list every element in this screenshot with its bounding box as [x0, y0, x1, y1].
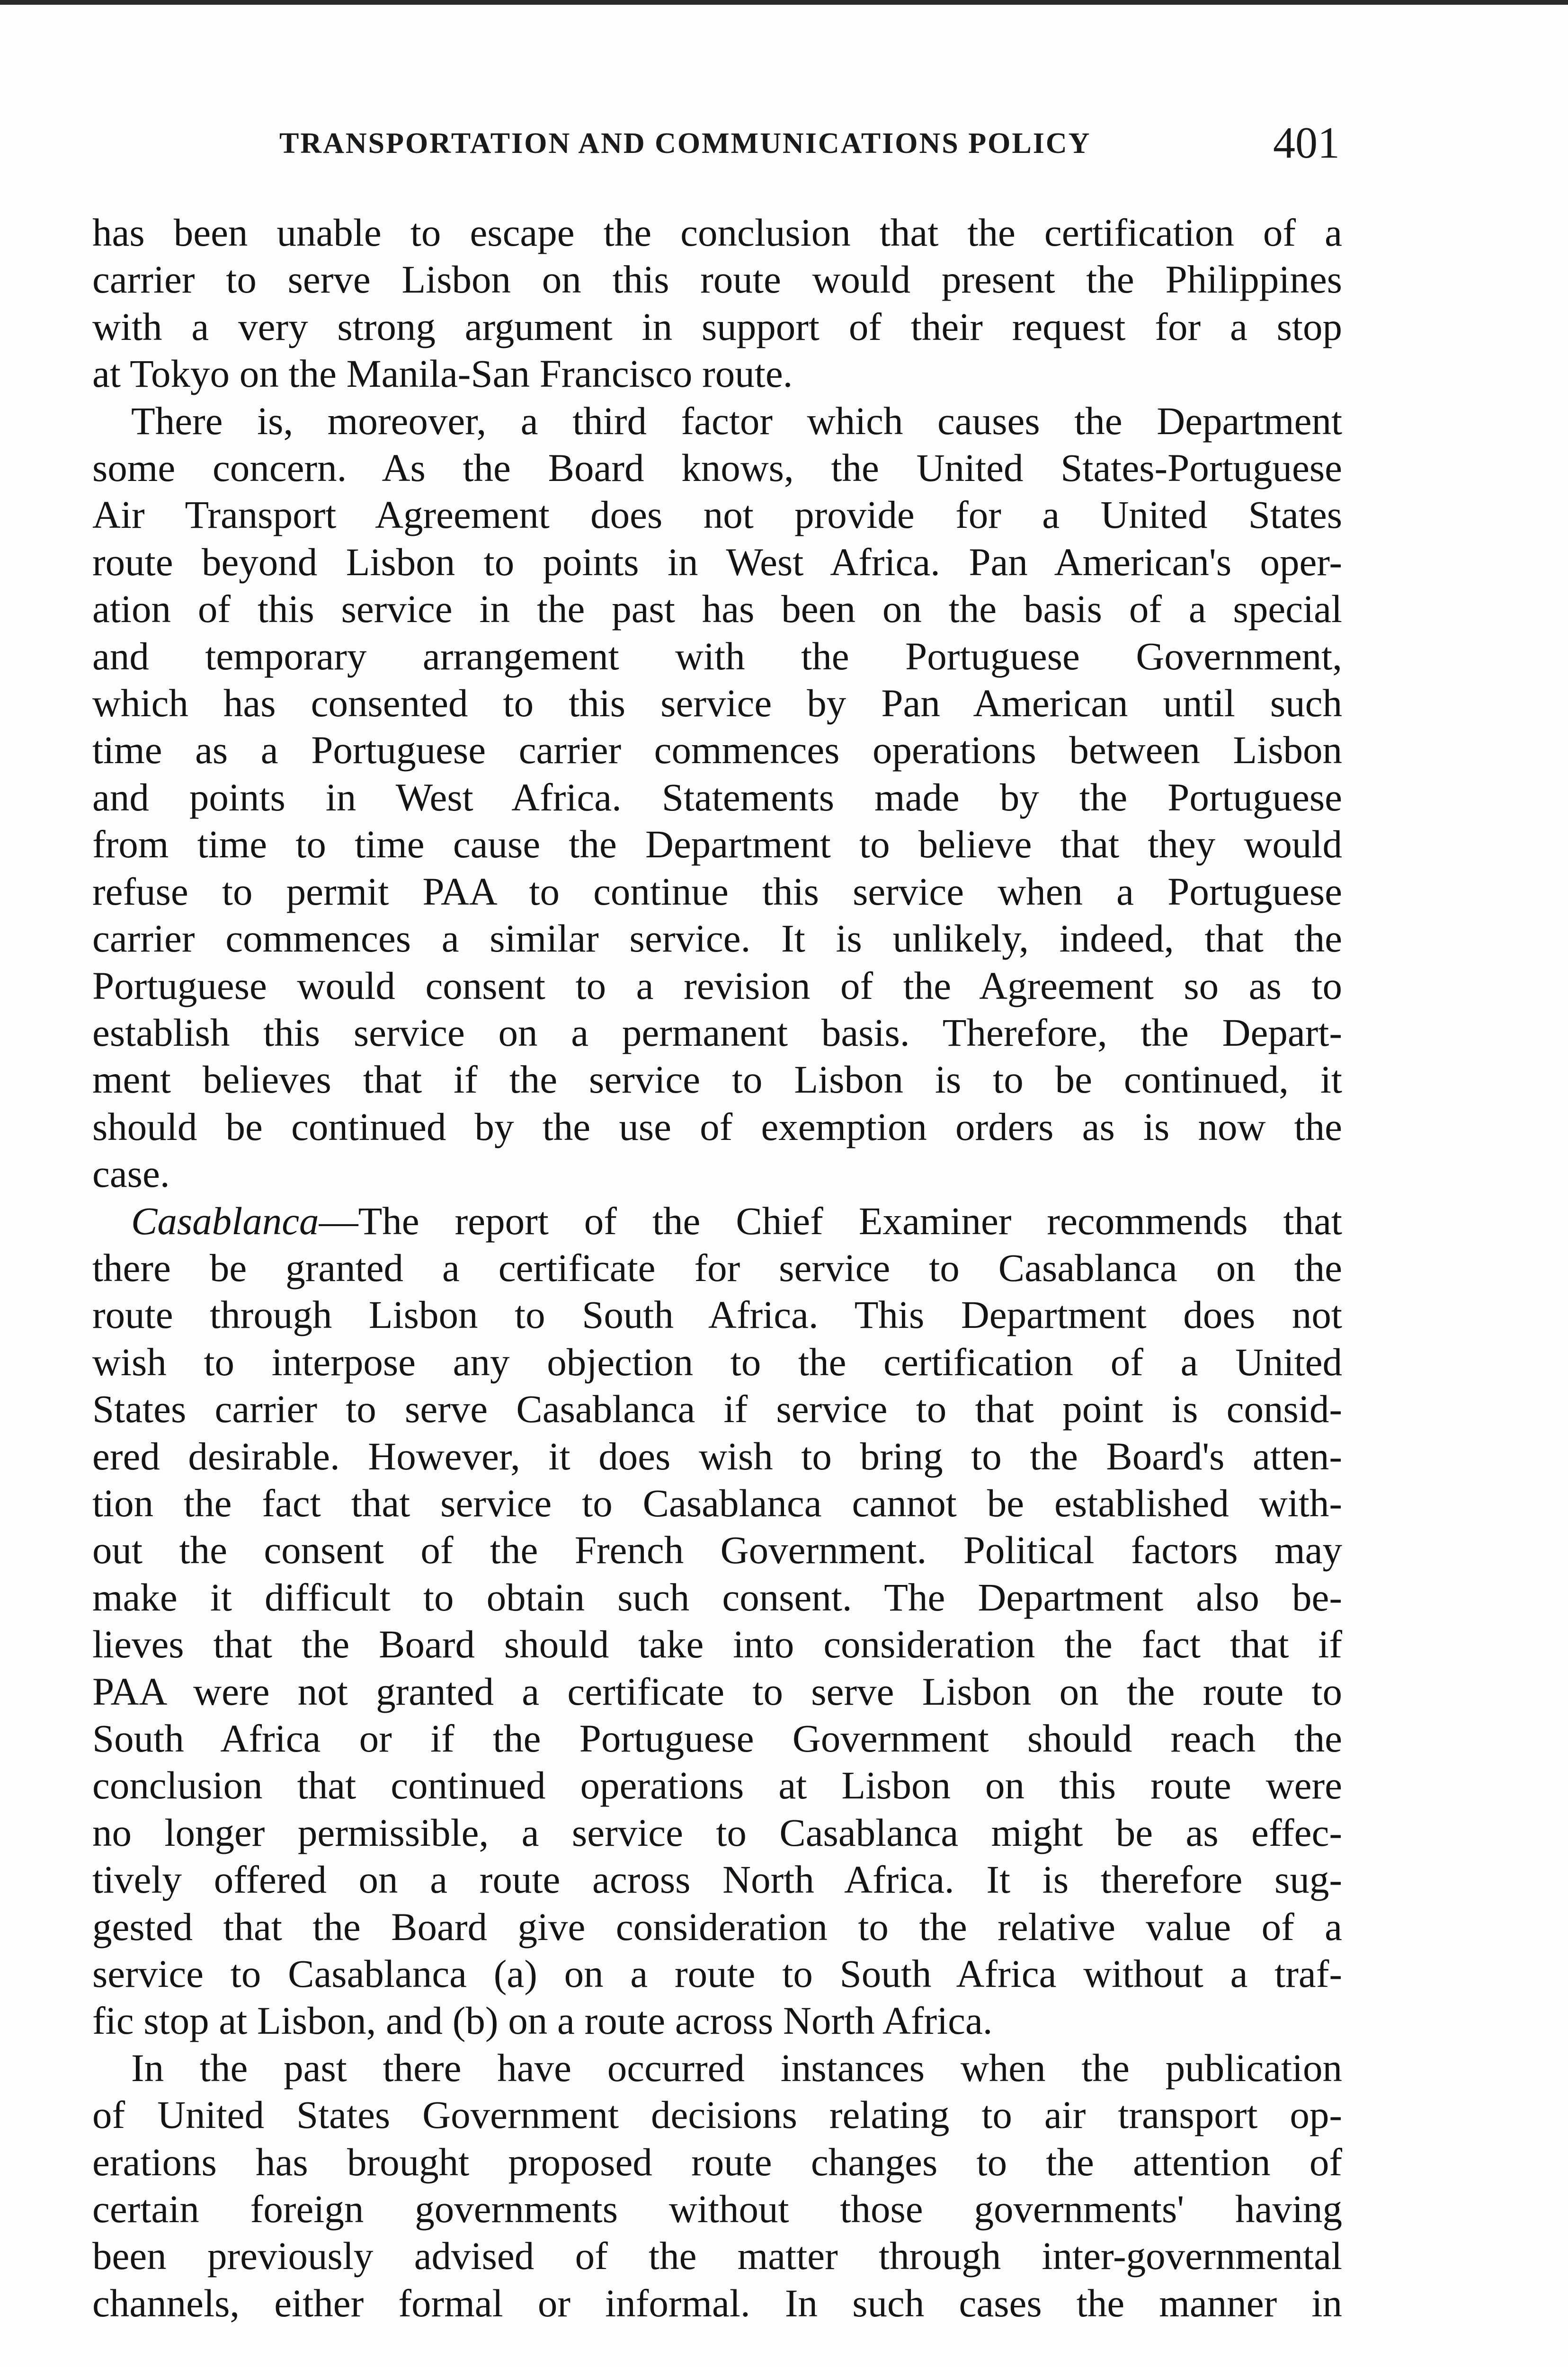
body-text: [92, 209, 1342, 2327]
text-line: has been unable to escape the conclusion that the certification of a: [92, 211, 1342, 254]
text-line: route through Lisbon to South Africa. This Department does not: [92, 1293, 1342, 1337]
text-line: case.: [92, 1152, 170, 1196]
text-line: fic stop at Lisbon, and (b) on a route across North Africa.: [92, 1999, 993, 2043]
text-line: make it difficult to obtain such consent. The Department also be-: [92, 1575, 1342, 1619]
text-line: wish to interpose any objection to the certification of a United: [92, 1340, 1342, 1384]
text-line: In the past there have occurred instances when the publication: [131, 2046, 1342, 2090]
text-line: Portuguese would consent to a revision of the Agreement so as to: [92, 963, 1342, 1007]
text-line: no longer permissible, a service to Casablanca might be as effec-: [92, 1810, 1342, 1854]
text-line: at Tokyo on the Manila-San Francisco route.: [92, 352, 793, 396]
text-line: been previously advised of the matter through inter-governmental: [92, 2234, 1342, 2278]
running-title: TRANSPORTATION AND COMMUNICATIONS POLICY: [279, 127, 1091, 160]
text-line: refuse to permit PAA to continue this service when a Portuguese: [92, 869, 1342, 913]
text-line: lieves that the Board should take into consideration the fact that if: [92, 1622, 1342, 1666]
text-line: ment believes that if the service to Lisbon is to be continued, it: [92, 1058, 1342, 1102]
text-line: and points in West Africa. Statements made by the Portuguese: [92, 775, 1342, 819]
text-line: carrier to serve Lisbon on this route would present the Philippines: [92, 258, 1342, 302]
page-number: 401: [1273, 118, 1340, 168]
paragraph-4: [92, 2045, 1342, 2327]
text-line: erations has brought proposed route changes to the attention of: [92, 2140, 1342, 2184]
text-line: There is, moreover, a third factor which causes the Department: [131, 399, 1342, 443]
text-line: some concern. As the Board knows, the United States-Portuguese: [92, 446, 1342, 490]
text-line: States carrier to serve Casablanca if service to that point is consid-: [92, 1387, 1342, 1431]
text-line: conclusion that continued operations at Lisbon on this route were: [92, 1763, 1342, 1807]
text-line: route beyond Lisbon to points in West Africa. Pan American's oper-: [92, 540, 1342, 584]
text-line: [92, 1198, 1342, 1245]
text-run: —The report of the Chief Examiner recommends that: [319, 1199, 1342, 1243]
text-line: out the consent of the French Government. Political factors may: [92, 1528, 1342, 1572]
text-line: ered desirable. However, it does wish to bring to the Board's atten-: [92, 1434, 1342, 1478]
page-top-edge: [0, 0, 1568, 5]
text-line: service to Casablanca (a) on a route to South Africa without a traf-: [92, 1952, 1342, 1996]
text-line: establish this service on a permanent basis. Therefore, the Depart-: [92, 1010, 1342, 1054]
paragraph-3: [92, 1198, 1342, 2045]
text-line: Air Transport Agreement does not provide for a United States: [92, 493, 1342, 537]
text-line: tively offered on a route across North Africa. It is therefore sug-: [92, 1858, 1342, 1902]
text-line: carrier commences a similar service. It is unlikely, indeed, that the: [92, 917, 1342, 961]
text-line: and temporary arrangement with the Portuguese Government,: [92, 634, 1342, 678]
text-line: ation of this service in the past has been on the basis of a special: [92, 587, 1342, 631]
text-line: should be continued by the use of exemption orders as is now the: [92, 1104, 1342, 1148]
text-line: which has consented to this service by Pan American until such: [92, 681, 1342, 725]
text-line: PAA were not granted a certificate to serve Lisbon on the route to: [92, 1669, 1342, 1713]
paragraph-2: [92, 398, 1342, 1198]
text-line: South Africa or if the Portuguese Government should reach the: [92, 1717, 1342, 1760]
paragraph-1: [92, 209, 1342, 398]
text-line: with a very strong argument in support of their request for a stop: [92, 304, 1342, 348]
text-line: tion the fact that service to Casablanca cannot be established with-: [92, 1481, 1342, 1525]
text-line: certain foreign governments without those governments' having: [92, 2187, 1342, 2231]
text-line: of United States Government decisions relating to air transport op-: [92, 2093, 1342, 2137]
text-line: channels, either formal or informal. In such cases the manner in: [92, 2281, 1342, 2325]
text-line: gested that the Board give consideration to the relative value of a: [92, 1904, 1342, 1949]
text-line: time as a Portuguese carrier commences operations between Lisbon: [92, 728, 1342, 772]
text-line: there be granted a certificate for service to Casablanca on the: [92, 1246, 1342, 1290]
casablanca-heading: Casablanca: [131, 1199, 319, 1243]
text-line: from time to time cause the Department to believe that they would: [92, 822, 1342, 866]
